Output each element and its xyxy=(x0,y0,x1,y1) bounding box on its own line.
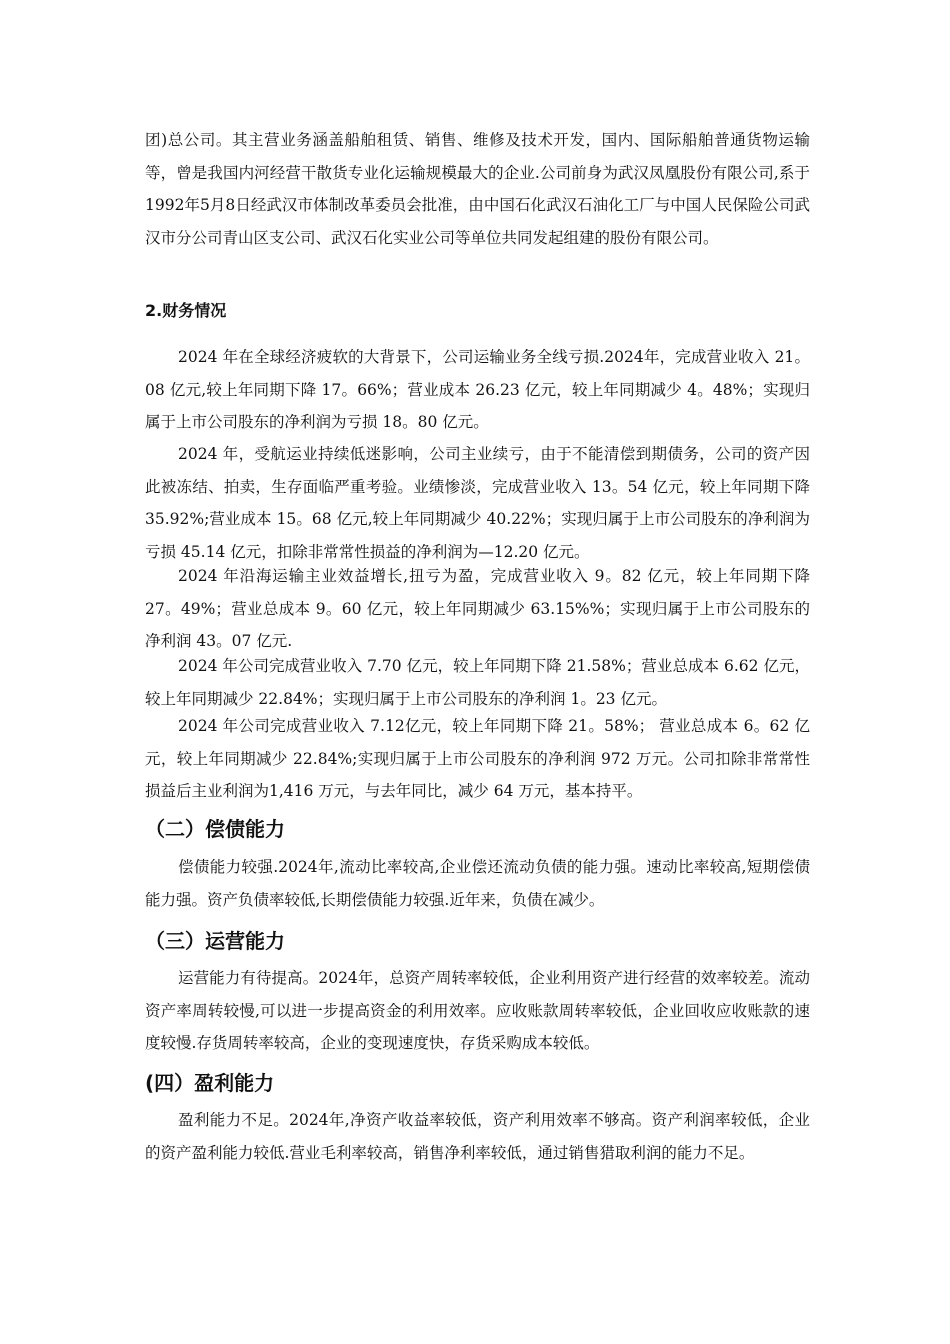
section-heading-operation: （三）运营能力 xyxy=(145,929,285,953)
section-heading-finance: 2.财务情况 xyxy=(145,301,227,320)
intro-paragraph: 团)总公司。其主营业务涵盖船舶租赁、销售、维修及技术开发，国内、国际船舶普通货物运输等，曾是我国内河经营干散货专业化运输规模最大的企业.公司前身为武汉凤凰股份有限公司,系于1992年5月8日经武汉市体制改革委员会批准，由中国石化武汉石油化工厂与中国人民保险公司武汉市分公司青山区支公司、武汉石化实业公司等单位共同发起组建的股份有限公司。 xyxy=(145,131,810,247)
finance-paragraph-5: 2024 年公司完成营业收入 7.12亿元，较上年同期下降 21。58%； 营业总成本 6。62 亿元，较上年同期减少 22.84%;实现归属于上市公司股东的净利润 972 万元。公司扣除非常常性损益后主业利润为1,416 万元，与去年同比，减少 64 万元，基本持平。 xyxy=(145,717,810,800)
section-heading-profit: (四）盈利能力 xyxy=(145,1071,275,1095)
profit-paragraph: 盈利能力不足。2024年,净资产收益率较低，资产利用效率不够高。资产利润率较低，企业的资产盈利能力较低.营业毛利率较高，销售净利率较低，通过销售猎取利润的能力不足。 xyxy=(145,1111,810,1162)
finance-paragraph-1: 2024 年在全球经济疲软的大背景下，公司运输业务全线亏损.2024年，完成营业收入 21。08 亿元,较上年同期下降 17。66%；营业成本 26.23 亿元，较上年同期减少 4。48%；实现归属于上市公司股东的净利润为亏损 18。80 亿元。 xyxy=(145,348,810,431)
operation-paragraph: 运营能力有待提高。2024年，总资产周转率较低，企业利用资产进行经营的效率较差。流动资产率周转较慢,可以进一步提高资金的利用效率。应收账款周转率较低，企业回收应收账款的速度较慢.存货周转率较高，企业的变现速度快，存货采购成本较低。 xyxy=(145,969,810,1052)
finance-paragraph-2: 2024 年，受航运业持续低迷影响，公司主业续亏，由于不能清偿到期债务，公司的资产因此被冻结、拍卖，生存面临严重考验。业绩惨淡，完成营业收入 13。54 亿元，较上年同期下降 35.92%;营业成本 15。68 亿元,较上年同期减少 40.22%；实现归属于上市公司股东的净利润为亏损 45.14 亿元，扣除非常常性损益的净利润为—12.20 亿元。 xyxy=(145,445,810,561)
finance-paragraph-4: 2024 年公司完成营业收入 7.70 亿元，较上年同期下降 21.58%；营业总成本 6.62 亿元，较上年同期减少 22.84%；实现归属于上市公司股东的净利润 1。23 亿元。 xyxy=(145,657,810,708)
finance-paragraph-3: 2024 年沿海运输主业效益增长,扭亏为盈，完成营业收入 9。82 亿元，较上年同期下降27。49%；营业总成本 9。60 亿元，较上年同期减少 63.15%%；实现归属于上市公司股东的净利润 43。07 亿元. xyxy=(145,567,810,650)
solvency-paragraph: 偿债能力较强.2024年,流动比率较高,企业偿还流动负债的能力强。速动比率较高,短期偿债能力强。资产负债率较低,长期偿债能力较强.近年来，负债在减少。 xyxy=(145,858,810,909)
section-heading-solvency: （二）偿债能力 xyxy=(145,817,285,841)
